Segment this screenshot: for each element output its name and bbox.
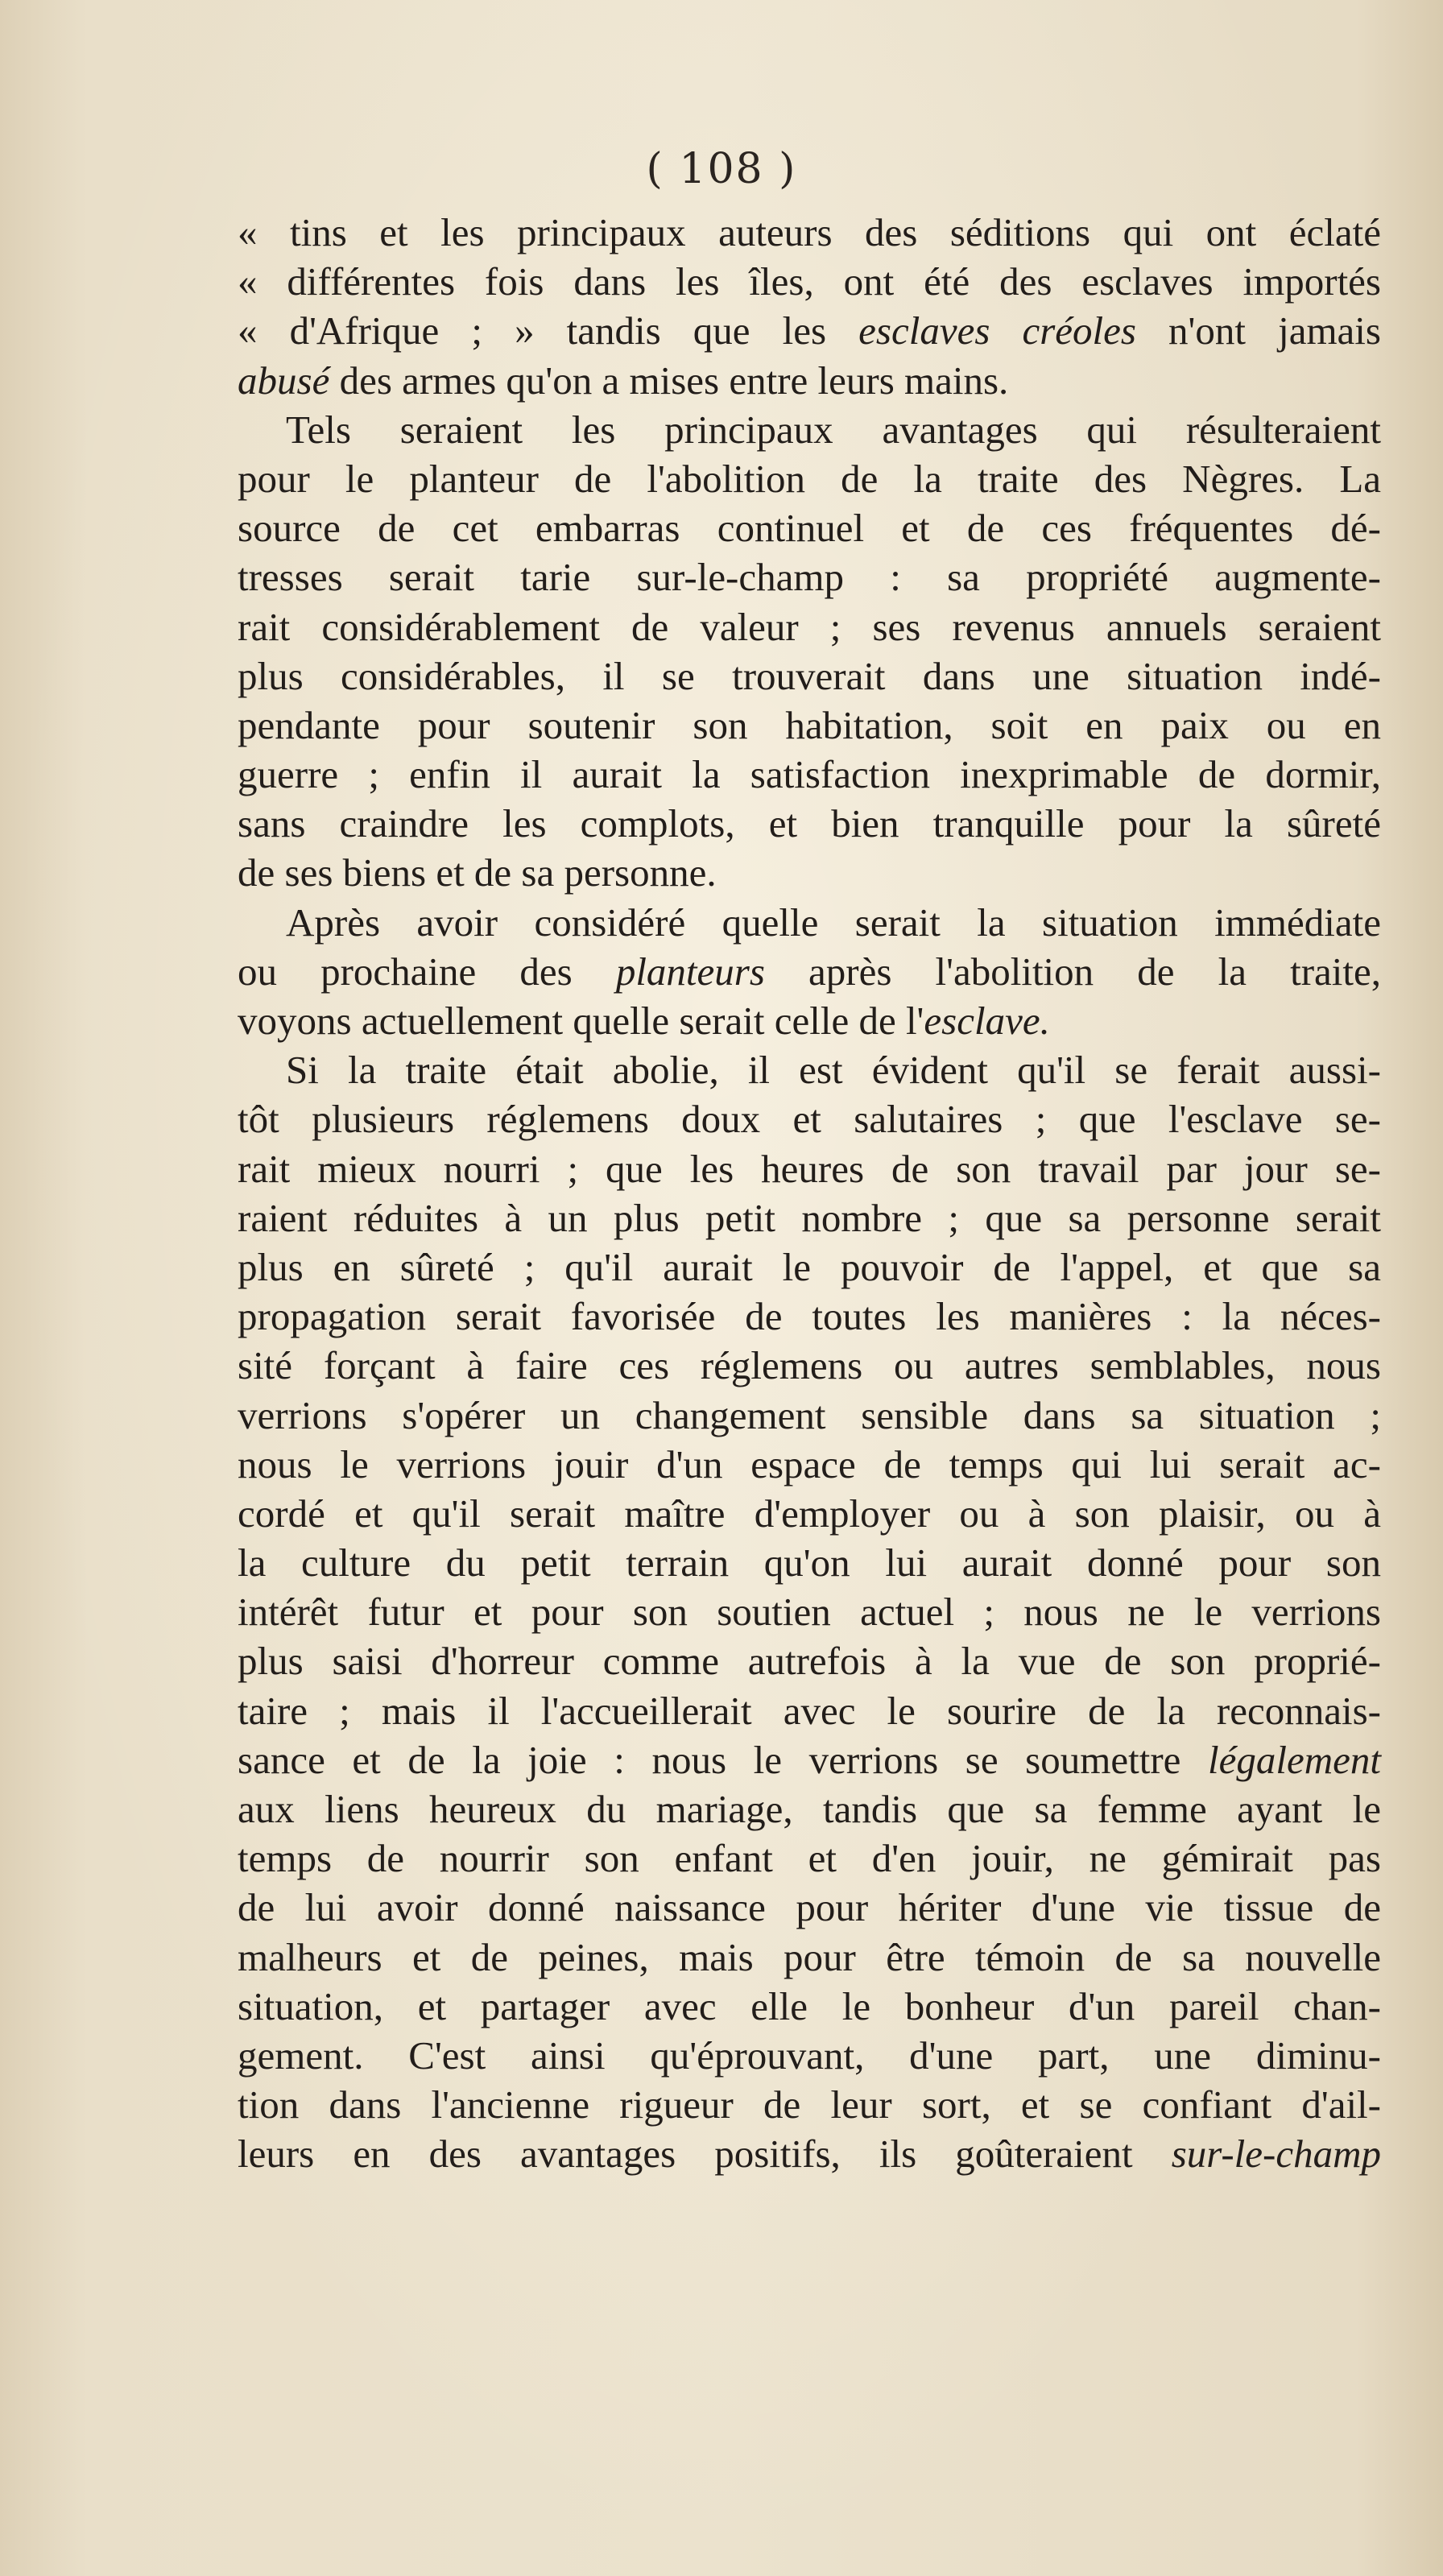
text-segment: sité forçant à faire ces réglemens ou autres semblables, nous [238,1343,1381,1388]
text-line [238,996,1381,1045]
text-segment: pour le planteur de l'abolition de la traite des Nègres. La [238,456,1381,501]
text-segment: voyons actuellement quelle serait celle de l' [238,999,924,1043]
text-segment: Si la traite était abolie, il est évident qu'il se ferait aussi- [286,1048,1381,1093]
text-segment: de ses biens et de sa personne. [238,850,717,895]
text-segment: source de cet embarras continuel et de ces fréquentes dé- [238,506,1381,551]
text-segment: de lui avoir donné naissance pour hériter d'une vie tissue de [238,1885,1381,1930]
text-line [238,1045,1381,1094]
text-line [238,257,1381,306]
text-segment: propagation serait favorisée de toutes les manières : la néces- [238,1294,1381,1339]
text-segment: tion dans l'ancienne rigueur de leur sort, et se confiant d'ail- [238,2082,1381,2127]
text-line [238,2080,1381,2129]
text-segment: Après avoir considéré quelle serait la situation immédiate [286,899,1381,945]
text-line [238,1094,1381,1143]
text-segment: taire ; mais il l'accueillerait avec le sourire de la reconnais- [238,1688,1381,1733]
text-segment: Tels seraient les principaux avantages qui résulteraient [286,407,1381,452]
text-line [238,1784,1381,1834]
text-segment: « différentes fois dans les îles, ont été des esclaves importés [238,259,1381,304]
text-segment: guerre ; enfin il aurait la satisfaction inexprimable de dormir, [238,752,1381,797]
text-line [238,1243,1381,1292]
text-line [238,2129,1381,2178]
text-segment: cordé et qu'il serait maître d'employer ou à son plaisir, ou à [238,1491,1381,1536]
italic-text: abusé [238,358,330,403]
text-line [238,1144,1381,1193]
italic-text: esclaves créoles [858,308,1136,354]
text-segment: rait considérablement de valeur ; ses revenus annuels seraient [238,604,1381,649]
text-segment: aux liens heureux du mariage, tandis que sa femme ayant le [238,1787,1381,1831]
text-segment: nous le verrions jouir d'un espace de temps qui lui serait ac- [238,1441,1381,1486]
text-line [238,1636,1381,1685]
text-line [238,947,1381,996]
text-line [238,602,1381,651]
text-segment: verrions s'opérer un changement sensible dans sa situation ; [238,1392,1381,1437]
text-line [238,1292,1381,1341]
text-segment: malheurs et de peines, mais pour être témoin de sa nouvelle [238,1934,1381,1979]
text-line [238,1341,1381,1390]
text-segment: ou prochaine des [238,949,616,994]
text-segment: tôt plusieurs réglemens doux et salutaires ; que l'esclave se- [238,1097,1381,1142]
text-segment: rait mieux nourri ; que les heures de son travail par jour se- [238,1146,1381,1191]
text-line [238,1982,1381,2031]
text-line [238,848,1381,897]
italic-text: légalement [1208,1737,1381,1782]
text-segment: gement. C'est ainsi qu'éprouvant, d'une part, une diminu- [238,2032,1381,2078]
text-line [238,750,1381,799]
italic-text: planteurs [615,949,765,994]
text-line [238,454,1381,503]
italic-text: esclave. [924,999,1050,1043]
text-segment: intérêt futur et pour son soutien actuel ; nous ne le verrions [238,1590,1381,1635]
text-segment: plus considérables, il se trouverait dans une situation indé- [238,653,1381,698]
text-line [238,1735,1381,1784]
text-line [238,799,1381,848]
text-line [238,503,1381,552]
page-number: ( 108 ) [646,145,797,193]
text-line [238,2031,1381,2080]
text-line [238,1933,1381,1982]
text-line [238,405,1381,454]
text-segment: plus en sûreté ; qu'il aurait le pouvoir de l'appel, et que sa [238,1244,1381,1289]
text-line [238,898,1381,947]
text-segment: des armes qu'on a mises entre leurs mains. [329,358,1009,403]
text-segment: sance et de la joie : nous le verrions se soumettre [238,1737,1209,1782]
text-segment: après l'abolition de la traite, [764,949,1382,994]
text-segment: tresses serait tarie sur-le-champ : sa propriété augmente- [238,555,1381,600]
text-line [238,1834,1381,1883]
text-segment: leurs en des avantages positifs, ils goûteraient [238,2132,1172,2177]
text-line [238,1883,1381,1932]
text-line [238,1489,1381,1538]
text-line [238,1391,1381,1440]
text-segment: « tins et les principaux auteurs des séditions qui ont éclaté [238,210,1381,254]
text-segment: sans craindre les complots, et bien tranquille pour la sûreté [238,801,1381,846]
text-segment: « d'Afrique ; » tandis que les [238,308,859,354]
text-segment: pendante pour soutenir son habitation, soit en paix ou en [238,702,1381,747]
text-line [238,1193,1381,1243]
text-segment: n'ont jamais [1135,308,1381,354]
text-segment: la culture du petit terrain qu'on lui aurait donné pour son [238,1540,1381,1586]
text-line [238,1538,1381,1587]
text-line [238,1440,1381,1489]
text-segment: plus saisi d'horreur comme autrefois à la vue de son proprié- [238,1639,1381,1684]
text-line [238,306,1381,355]
text-segment: raient réduites à un plus petit nombre ; que sa personne serait [238,1195,1381,1240]
text-line [238,208,1381,257]
text-segment: temps de nourrir son enfant et d'en jouir, ne gémirait pas [238,1836,1381,1881]
body-text [238,208,1381,2179]
text-line [238,356,1381,405]
text-line [238,552,1381,602]
text-line [238,1587,1381,1636]
text-segment: situation, et partager avec elle le bonheur d'un pareil chan- [238,1983,1381,2028]
text-line [238,701,1381,750]
text-line [238,1686,1381,1735]
text-line [238,651,1381,701]
italic-text: sur-le-champ [1171,2132,1381,2177]
